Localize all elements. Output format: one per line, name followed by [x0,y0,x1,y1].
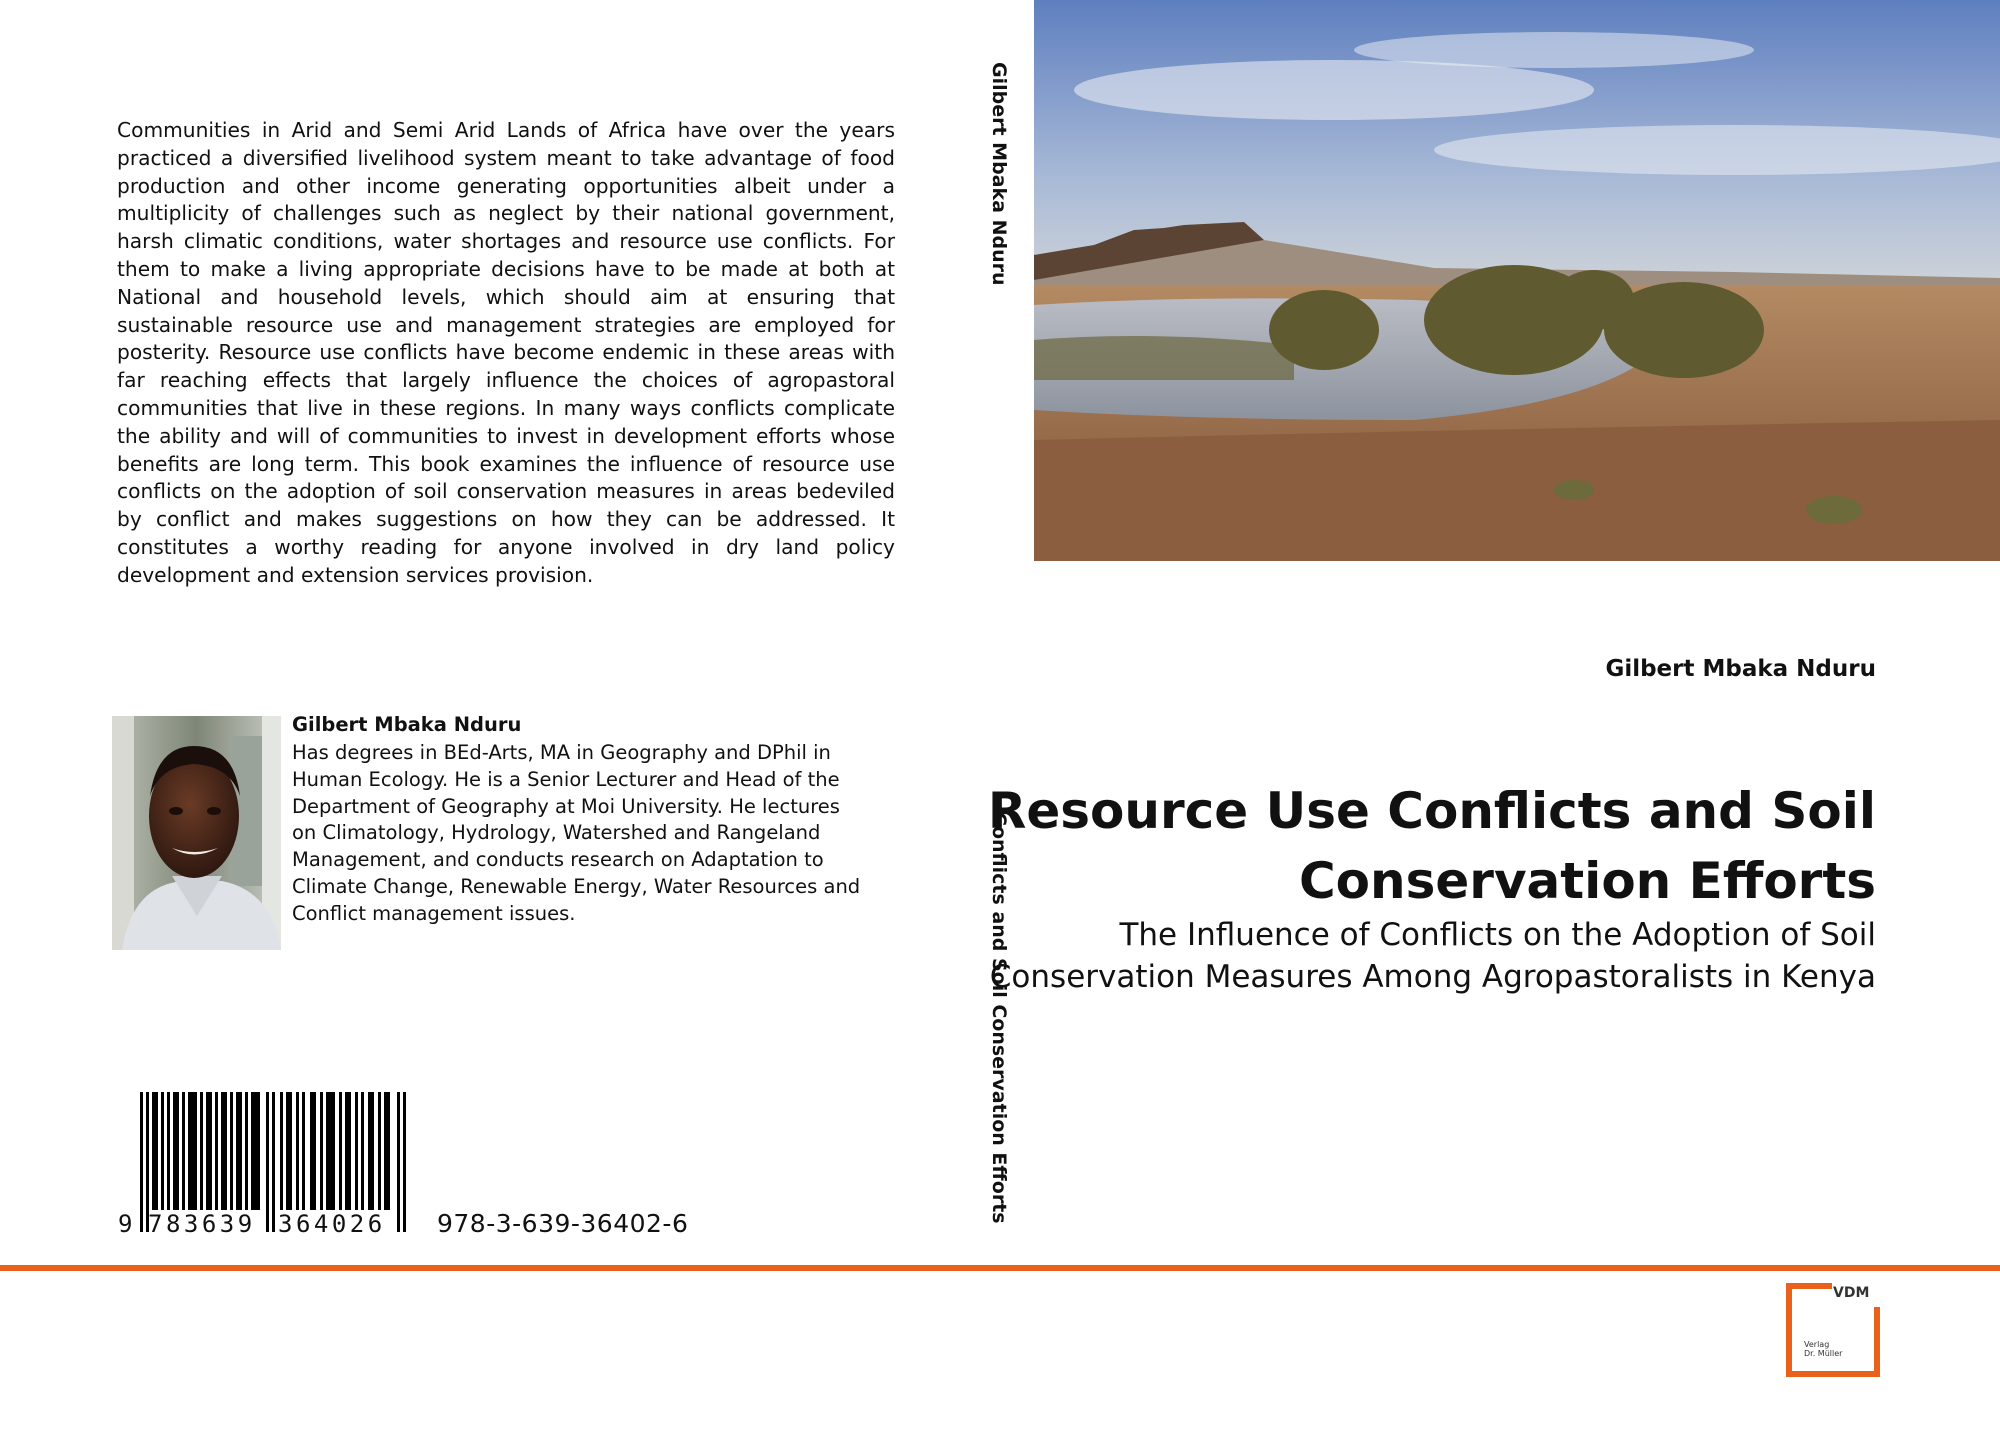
back-cover-blurb: Communities in Arid and Semi Arid Lands of Africa have over the years practiced a diversified livelihood system meant to take advantage of food production and other income generating opportunities albeit under a multiplicity of challenges such as neglect by their national government, harsh climatic conditions, water shortages and resource use conflicts. For them to make a living appropriate decisions have to be made at both at National and household levels, which should aim at ensuring that sustainable resource use and management strategies are employed for posterity. Resource use conflicts have become endemic in these areas with far reaching effects that largely influence the choices of agropastoral communities that live in these regions. In many ways conflicts complicate the ability and will of communities to invest in development efforts whose benefits are long term. This book examines the influence of resource use conflicts on the adoption of soil conservation measures in areas bedeviled by conflict and makes suggestions on how they can be addressed. It constitutes a worthy reading for anyone involved in dry land policy development and extension services provision. [117,118,895,587]
author-photo [112,716,281,950]
author-bio-text: Has degrees in BEd-Arts, MA in Geography and DPhil in Human Ecology. He is a Senior Lecturer and Head of the Department of Geography at Moi University. He lectures on Climatology, Hydrology, Watershed and Rangeland Management, and conducts research on Adaptation to Climate Change, Renewable Energy, Water Resources and Conflict management issues. [292,741,861,925]
barcode-group-left: 783639 [148,1210,256,1238]
logo-dr-mueller-text: Dr. Müller [1804,1349,1843,1358]
author-bio-name: Gilbert Mbaka Nduru [292,713,522,736]
front-author: Gilbert Mbaka Nduru [1605,656,1876,682]
book-subtitle: The Influence of Conflicts on the Adoption of Soil Conservation Measures Among Agropastoralists in Kenya [989,917,1876,995]
spine-title: Conflicts and Soil Conservation Efforts [988,812,1010,1224]
logo-vdm-text: VDM [1833,1285,1870,1301]
cover-landscape-photo [1034,0,2000,561]
orange-divider-rule [0,1265,2000,1271]
spine-author: Gilbert Mbaka Nduru [988,62,1010,286]
barcode-group-right: 364026 [278,1210,386,1238]
publisher-logo [1786,1283,1880,1377]
barcode-digits [118,1210,414,1240]
book-title: Resource Use Conflicts and Soil Conservation Efforts [987,782,1876,910]
logo-verlag-text: Verlag [1804,1340,1830,1349]
isbn-number: 978-3-639-36402-6 [437,1209,689,1238]
barcode-lead-digit: 9 [118,1210,133,1238]
